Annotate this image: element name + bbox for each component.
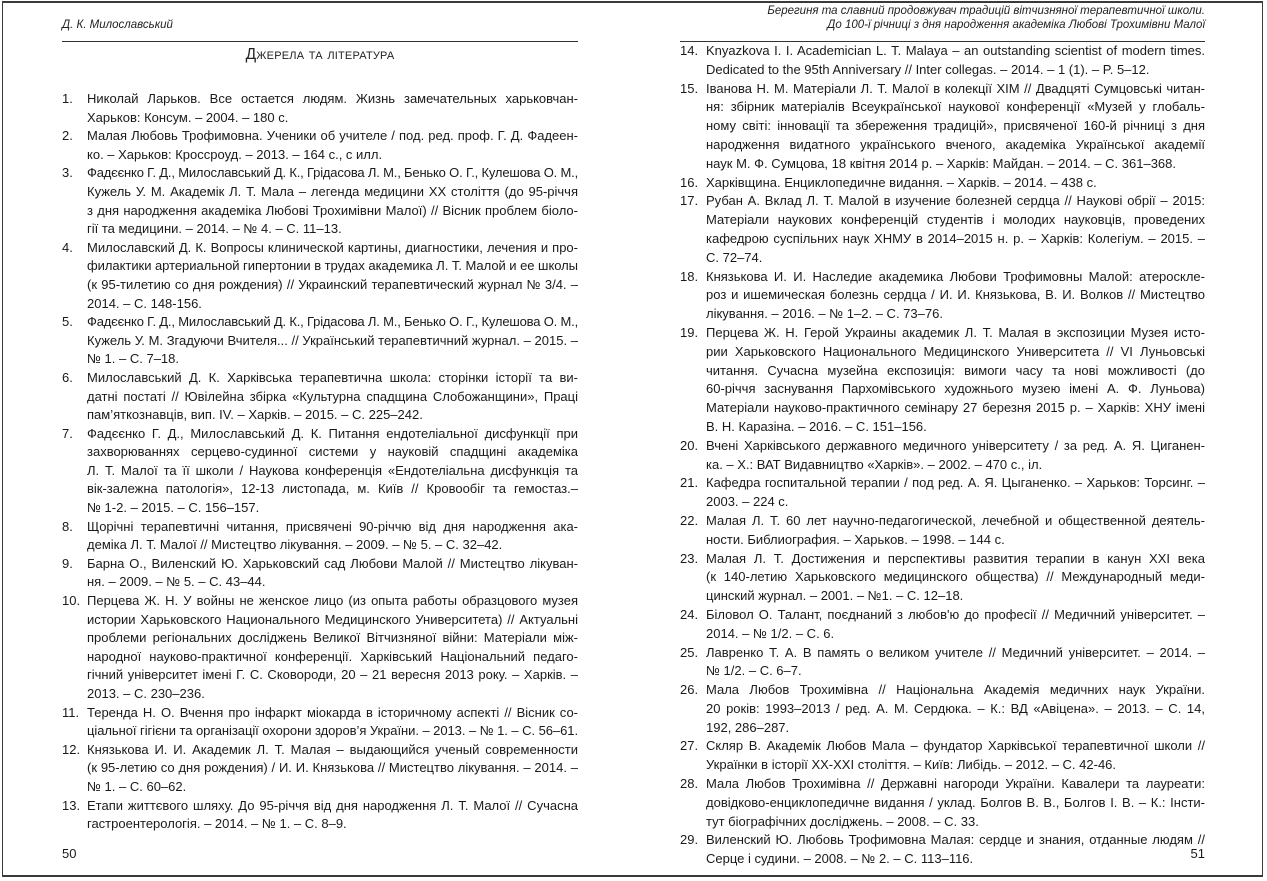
reference-line: кафедрою суспільних наук ХНМУ в 2014–2015 н. р. – Харків: Колегіум. – 2015. – bbox=[706, 230, 1205, 246]
reference-number: 10. bbox=[62, 593, 81, 609]
reference-line: Харьков: Консум. – 2004. – 180 с. bbox=[87, 109, 289, 125]
reference-line: Перцева Ж. Н. Герой Украины академик Л. Т. Малая в экспозиции Музея исто- bbox=[706, 324, 1205, 340]
reference-line: Мала Любов Трохимівна // Державні нагороди України. Кавалери та лауреати: bbox=[706, 776, 1205, 792]
reference-number: 20. bbox=[680, 437, 699, 453]
reference-line: (к 95-тилетию со дня рождения) // Украинский терапевтический журнал № 3/4. – bbox=[87, 276, 578, 292]
reference-text bbox=[706, 681, 1205, 737]
reference-line: Барна О., Виленский Ю. Харьковский сад Любови Малой // Мистецтво лікуван- bbox=[87, 555, 578, 571]
reference-line: 60-річчя заснування Пархомівського художнього музею імені А. Ф. Луньова) bbox=[706, 381, 1205, 397]
reference-line: Кужель У. М. Згадуючи Вчителя... // Український терапевтичний журнал. – 2015. – bbox=[87, 332, 578, 348]
reference-text bbox=[87, 164, 578, 238]
page-number: 51 bbox=[1190, 846, 1205, 861]
reference-line: Малая Л. Т. Достижения и перспективы развития терапии в канун XXI века bbox=[706, 550, 1205, 566]
reference-line: Щорічні терапевтичні читання, присвячені 90-річчю від дня народження ака- bbox=[87, 518, 578, 534]
reference-item bbox=[62, 164, 578, 238]
reference-line: С. 72–74. bbox=[706, 249, 763, 265]
reference-text bbox=[87, 127, 578, 164]
reference-line: Теренда Н. О. Вчення про інфаркт міокарда в історичному аспекті // Вісник со- bbox=[87, 704, 578, 720]
reference-text bbox=[706, 512, 1205, 550]
reference-line: ному світі: інновації та збереження традицій», присвяченої 160-й річниці з дня bbox=[706, 118, 1205, 134]
reference-number: 14. bbox=[680, 43, 699, 58]
reference-text bbox=[706, 737, 1205, 775]
reference-line: 2003. – 224 с. bbox=[706, 494, 789, 510]
reference-line: ко. – Харьков: Кроссроуд. – 2013. – 164 с., с илл. bbox=[87, 146, 383, 162]
reference-item bbox=[62, 592, 578, 704]
reference-line: Фадєєнко Г. Д., Милославський Д. К., Грідасова Л. М., Бенько О. Г., Кулешова О. М., bbox=[87, 165, 578, 181]
reference-line: Кужель У. М. Академік Л. Т. Мала – легенда медицини ХХ століття (до 95-річчя bbox=[87, 183, 578, 199]
reference-line: Николай Ларьков. Все остается людям. Жизнь замечательных харьковчан- bbox=[87, 91, 578, 106]
reference-line: Фадєєнко Г. Д., Милославський Д. К. Питання ендотеліальної дисфункції при bbox=[87, 425, 578, 441]
reference-text bbox=[87, 313, 578, 369]
reference-number: 13. bbox=[62, 797, 81, 813]
reference-line: ка. – Х.: ВАТ Видавництво «Харків». – 2002. – 470 с., іл. bbox=[706, 456, 1043, 472]
reference-line: № 1. – С. 7–18. bbox=[87, 351, 179, 367]
reference-number: 22. bbox=[680, 512, 699, 528]
reference-line: № 1-2. – 2015. – С. 156–157. bbox=[87, 500, 260, 516]
reference-item bbox=[680, 474, 1205, 512]
reference-line: № 1/2. – С. 6–7. bbox=[706, 663, 802, 679]
reference-line: цинский журнал. – 2001. – №1. – С. 12–18. bbox=[706, 588, 964, 604]
reference-line: (к 95-летию со дня рождения) / И. И. Князькова // Мистецтво лікування. – 2014. – bbox=[87, 760, 578, 776]
reference-line: № 1. – С. 60–62. bbox=[87, 778, 187, 794]
reference-line: 2014. – № 1/2. – С. 6. bbox=[706, 625, 835, 641]
reference-text bbox=[87, 704, 578, 741]
reference-number: 29. bbox=[680, 832, 699, 848]
reference-number: 19. bbox=[680, 324, 699, 340]
reference-number: 24. bbox=[680, 606, 699, 622]
reference-line: Іванова Н. М. Матеріали Л. Т. Малої в колекції ХІМ // Двадцяті Сумцовські читан- bbox=[706, 80, 1205, 96]
reference-item bbox=[62, 797, 578, 834]
reference-line: (к 140-летию Харьковского медицинского общества) // Международный меди- bbox=[706, 569, 1205, 585]
running-head-line: Берегиня та славний продовжувач традицій вітчизняної терапевтичної школи. bbox=[767, 5, 1205, 17]
reference-number: 16. bbox=[680, 174, 699, 190]
reference-text bbox=[706, 775, 1205, 831]
reference-number: 18. bbox=[680, 268, 699, 284]
reference-text bbox=[87, 797, 578, 834]
running-head-line: До 100-ї річниці з дня народження академіка Любові Трохимівни Малої bbox=[827, 19, 1205, 31]
reference-line: Фадєєнко Г. Д., Милославський Д. К., Грідасова Л. М., Бенько О. Г., Кулешова О. М., bbox=[87, 314, 578, 330]
running-head-title bbox=[680, 4, 1205, 32]
reference-text bbox=[706, 268, 1205, 324]
reference-line: Виленский Ю. Любовь Трофимовна Малая: сердце и знания, отданные людям // bbox=[706, 832, 1205, 848]
reference-text bbox=[87, 741, 578, 797]
reference-line: Харківщина. Енциклопедичне видання. – Харків. – 2014. – 438 с. bbox=[706, 174, 1097, 190]
reference-line: филактики артериальной гипертонии в трудах академика Л. Т. Малой и ее школы bbox=[87, 258, 578, 274]
reference-line: гії та медицини. – 2014. – № 4. – С. 11–13. bbox=[87, 221, 342, 237]
reference-line: Мала Любов Трохимівна // Національна Академія медичних наук України. bbox=[706, 682, 1205, 698]
reference-item bbox=[680, 606, 1205, 644]
running-head-author: Д. К. Милославський bbox=[62, 19, 173, 31]
reference-item bbox=[62, 127, 578, 164]
reference-number: 27. bbox=[680, 738, 699, 754]
reference-item bbox=[62, 555, 578, 592]
reference-line: Милославский Д. К. Вопросы клинической картины, диагностики, лечения и про- bbox=[87, 239, 578, 255]
reference-line: народної науково-практичної конференції. Харківський Національний педаго- bbox=[87, 648, 578, 664]
reference-line: Knyazkova I. I. Academician L. T. Malaya – an outstanding scientist of modern times. bbox=[706, 43, 1205, 58]
reference-line: 20 років: 1993–2013 / ред. А. М. Сердюка. – К.: ВД «Авіцена». – 2013. – С. 14, bbox=[706, 700, 1205, 716]
reference-number: 7. bbox=[62, 425, 73, 441]
reference-item bbox=[680, 174, 1205, 193]
reference-line: захворюваннях серцево-судинної системи у науковій спадщині академіка bbox=[87, 444, 578, 460]
reference-item bbox=[62, 90, 578, 127]
reference-item bbox=[62, 741, 578, 797]
reference-text bbox=[706, 831, 1205, 869]
reference-item bbox=[62, 518, 578, 555]
reference-line: Матеріали наукових конференцій студентів і молодих науковців, проведених bbox=[706, 212, 1205, 228]
reference-line: ня: збірник матеріалів Всеукраїнської наукової конференції «Музей у глобаль- bbox=[706, 99, 1205, 115]
right-page bbox=[680, 0, 1205, 881]
reference-text bbox=[706, 550, 1205, 606]
reference-text bbox=[87, 555, 578, 592]
reference-item bbox=[680, 737, 1205, 775]
reference-line: истории Харьковского Национального Медицинского Университета) // Актуальні bbox=[87, 611, 578, 627]
reference-number: 5. bbox=[62, 314, 73, 330]
reference-number: 15. bbox=[680, 80, 699, 96]
reference-text bbox=[87, 425, 578, 518]
reference-line: Князькова И. И. Академик Л. Т. Малая – выдающийся ученый современности bbox=[87, 741, 578, 757]
reference-item bbox=[62, 313, 578, 369]
reference-text bbox=[706, 644, 1205, 682]
reference-line: вік-залежна патологія», 12-13 листопада, м. Київ // Кровообіг та гемостаз.– bbox=[87, 481, 578, 497]
reference-number: 23. bbox=[680, 550, 699, 566]
reference-line: роз и ишемическая болезнь сердца / И. И. Князькова, В. И. Волков // Мистецтво bbox=[706, 287, 1205, 303]
reference-text bbox=[706, 42, 1205, 80]
reference-line: ціальної гігієни та організації охорони здоров’я України. – 2013. – № 1. – С. 56–61. bbox=[87, 723, 578, 739]
reference-item bbox=[680, 775, 1205, 831]
reference-list bbox=[680, 42, 1205, 869]
reference-line: Малая Л. Т. 60 лет научно-педагогической, лечебной и общественной деятель- bbox=[706, 512, 1205, 528]
reference-item bbox=[680, 268, 1205, 324]
reference-line: Л. Т. Малої та її школи / Наукова конференція «Ендотеліальна дисфункція та bbox=[87, 462, 578, 478]
reference-line: пам’яткознавців, вип. IV. – Харків. – 2015. – С. 225–242. bbox=[87, 407, 423, 423]
left-page bbox=[62, 0, 578, 881]
reference-line: Князькова И. И. Наследие академика Любови Трофимовны Малой: атероскле- bbox=[706, 268, 1205, 284]
reference-text bbox=[87, 239, 578, 313]
reference-line: 2014. – С. 148-156. bbox=[87, 295, 202, 311]
reference-number: 2. bbox=[62, 128, 73, 144]
reference-line: з дня народження академіка Любові Трохимівни Малої) // Вісник проблем біоло- bbox=[87, 202, 578, 218]
reference-text bbox=[706, 324, 1205, 437]
reference-line: гічний університет імені Г. С. Сковороди, 20 – 21 вересня 2013 року. – Харків. – bbox=[87, 667, 578, 683]
reference-text bbox=[706, 80, 1205, 174]
reference-line: Етапи життєвого шляху. До 95-річчя від дня народження Л. Т. Малої // Сучасна bbox=[87, 797, 578, 813]
reference-number: 26. bbox=[680, 682, 699, 698]
reference-number: 21. bbox=[680, 475, 699, 491]
reference-line: лікування. – 2016. – № 1–2. – С. 73–76. bbox=[706, 306, 943, 322]
reference-item bbox=[680, 324, 1205, 437]
reference-line: рии Харьковского Национального Медицинского Университета // VI Луньовські bbox=[706, 343, 1205, 359]
reference-line: довідково-енциклопедичне видання / уклад. Болгов В. В., Болгов І. В. – К.: Інсти- bbox=[706, 794, 1205, 810]
reference-line: Скляр В. Академік Любов Мала – фундатор Харківської терапевтичної школи // bbox=[706, 738, 1205, 754]
reference-item bbox=[62, 704, 578, 741]
reference-line: Біловол О. Талант, поєднаний з любов'ю до професії // Медичний університет. – bbox=[706, 606, 1205, 622]
reference-item bbox=[680, 512, 1205, 550]
reference-number: 11. bbox=[62, 704, 80, 720]
reference-text bbox=[87, 592, 578, 704]
reference-number: 6. bbox=[62, 369, 73, 385]
page-number: 50 bbox=[62, 846, 77, 861]
reference-line: 192, 286–287. bbox=[706, 719, 790, 735]
reference-text bbox=[706, 437, 1205, 475]
reference-line: Малая Любовь Трофимовна. Ученики об учителе / под. ред. проф. Г. Д. Фадеен- bbox=[87, 128, 578, 144]
reference-line: народження видатного українського вченого, академіка Української академії bbox=[706, 136, 1205, 152]
reference-line: Лавренко Т. А. В память о великом учителе // Медичний університет. – 2014. – bbox=[706, 644, 1205, 660]
header-rule bbox=[62, 41, 578, 42]
reference-line: проблеми регіональних досліджень Великої Вітчизняної війни: Матеріали між- bbox=[87, 630, 578, 646]
reference-text bbox=[87, 369, 578, 425]
reference-line: Dedicated to the 95th Anniversary // Inter collegas. – 2014. – 1 (1). – P. 5–12. bbox=[706, 61, 1150, 77]
reference-number: 4. bbox=[62, 239, 73, 255]
reference-list bbox=[62, 90, 578, 834]
reference-number: 12. bbox=[62, 741, 81, 757]
reference-number: 3. bbox=[62, 165, 73, 181]
reference-number: 8. bbox=[62, 518, 73, 534]
reference-item bbox=[680, 437, 1205, 475]
reference-number: 17. bbox=[680, 193, 699, 209]
reference-line: 2013. – С. 230–236. bbox=[87, 686, 205, 701]
reference-item bbox=[62, 239, 578, 313]
reference-line: читання. Сучасна музейна експозиція: вимоги часу та нові можливості (до bbox=[706, 362, 1205, 378]
reference-text bbox=[706, 192, 1205, 267]
reference-line: Кафедра госпитальной терапии / под ред. А. Я. Цыганенко. – Харьков: Торсинг. – bbox=[706, 475, 1205, 491]
reference-item bbox=[680, 42, 1205, 80]
reference-item bbox=[680, 644, 1205, 682]
reference-line: Українки в історії ХХ-ХХІ століття. – Київ: Либідь. – 2012. – С. 42-46. bbox=[706, 757, 1117, 773]
reference-line: Серце і судини. – 2008. – № 2. – С. 113–116. bbox=[706, 851, 974, 867]
reference-item bbox=[680, 681, 1205, 737]
reference-line: Рубан А. Вклад Л. Т. Малой в изучение болезней сердца // Наукові обрії – 2015: bbox=[706, 193, 1205, 209]
reference-number: 25. bbox=[680, 644, 699, 660]
reference-line: деміка Л. Т. Малої // Мистецтво лікування. – 2009. – № 5. – С. 32–42. bbox=[87, 537, 503, 553]
section-title: Джерела та література bbox=[245, 46, 395, 63]
reference-line: гастроентерологія. – 2014. – № 1. – С. 8–9. bbox=[87, 816, 347, 832]
reference-item bbox=[62, 369, 578, 425]
reference-text bbox=[706, 474, 1205, 512]
reference-item bbox=[680, 831, 1205, 869]
reference-number: 1. bbox=[62, 91, 73, 106]
reference-line: Милославський Д. К. Харківська терапевтична школа: сторінки історії та ви- bbox=[87, 369, 578, 385]
reference-item bbox=[680, 80, 1205, 174]
reference-item bbox=[680, 192, 1205, 267]
reference-line: Перцева Ж. Н. У войны не женское лицо (из опыта работы образцового музея bbox=[87, 593, 578, 609]
reference-text bbox=[706, 174, 1205, 193]
reference-text bbox=[87, 518, 578, 555]
reference-item bbox=[62, 425, 578, 518]
reference-line: ня. – 2009. – № 5. – С. 43–44. bbox=[87, 574, 266, 590]
reference-number: 28. bbox=[680, 776, 699, 792]
reference-text bbox=[706, 606, 1205, 644]
reference-line: В. Н. Каразіна. – 2016. – С. 151–156. bbox=[706, 418, 927, 434]
reference-line: тут біографічних досліджень. – 2008. – С. 33. bbox=[706, 813, 979, 829]
reference-line: Матеріали науково-практичного семінару 27 березня 2015 р. – Харків: ХНУ імені bbox=[706, 400, 1205, 416]
reference-line: наук М. Ф. Сумцова, 18 квітня 2014 р. – Харків: Майдан. – 2014. – С. 361–368. bbox=[706, 155, 1176, 171]
reference-number: 9. bbox=[62, 555, 73, 571]
reference-line: датні постаті // Ювілейна збірка «Культурна спадщина Слобожанщини», Праці bbox=[87, 388, 578, 404]
reference-item bbox=[680, 550, 1205, 606]
reference-line: Вчені Харківського державного медичного університету / за ред. А. Я. Циганен- bbox=[706, 437, 1205, 453]
reference-line: ности. Библиография. – Харьков. – 1998. – 144 с. bbox=[706, 531, 1005, 547]
reference-text bbox=[87, 90, 578, 127]
